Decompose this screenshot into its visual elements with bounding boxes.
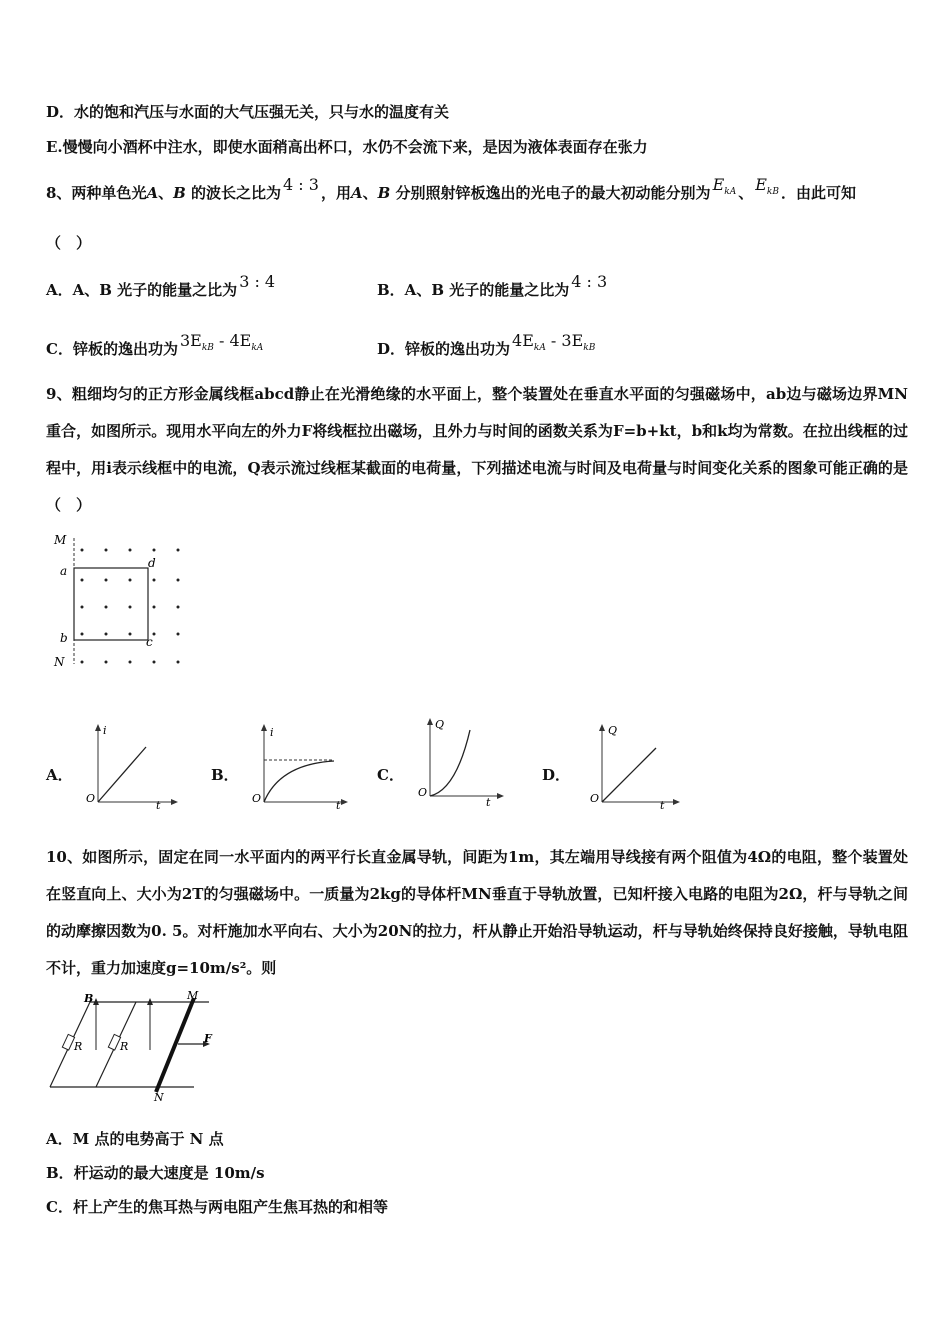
svg-text:t: t: [660, 799, 665, 810]
svg-text:i: i: [270, 726, 274, 739]
q9-option-a-label: A．: [46, 766, 73, 784]
q9-option-c-label: C．: [377, 766, 404, 784]
q8-paren: （ ）: [46, 234, 92, 252]
svg-text:R: R: [120, 1040, 129, 1053]
svg-text:t: t: [156, 799, 161, 810]
field-dots: [81, 549, 180, 664]
q9-graph-c: [416, 716, 506, 808]
label-M: M: [54, 533, 67, 547]
svg-text:B: B: [84, 992, 94, 1005]
resistor-1: [62, 1034, 74, 1050]
svg-text:i: i: [103, 724, 107, 737]
q8-option-d: D．锌板的逸出功为 $4E_{kA} - 3E_{kB}$: [377, 331, 596, 358]
svg-text:O: O: [86, 792, 96, 805]
q8-ekb: $E_{kB}$: [755, 175, 779, 198]
svg-text:Q: Q: [608, 724, 618, 737]
q10-stem: 10、如图所示，固定在同一水平面内的两平行长直金属导轨，间距为1m，其左端用导线接有两个阻值为4Ω的电阻，整个装置处在竖直向上、大小为2T的匀强磁场中。一质量为2kg的导体杆MN垂直于导轨放置，已知杆接入电路的电阻为2Ω，杆与导轨之间的动摩擦因数为0. 5。对杆施加水平向右、大小为20N的拉力，杆从静止开始沿导轨运动，杆与导轨始终保持良好接触，导轨电阻不计，重力加速度g=10m/s²。则: [46, 848, 908, 977]
svg-text:R: R: [74, 1040, 83, 1053]
svg-text:O: O: [252, 792, 262, 805]
q9-option-d-label: D．: [542, 766, 571, 784]
svg-text:Q: Q: [435, 718, 445, 731]
q9-graph-a: [84, 722, 179, 810]
q9-option-b-label: B．: [211, 766, 239, 784]
label-a: a: [60, 564, 68, 578]
square-frame: [74, 568, 148, 640]
q8-option-b: B．A、B 光子的能量之比为 4 : 3: [377, 272, 608, 299]
q8-option-a: A．A、B 光子的能量之比为 3 : 4: [46, 272, 276, 299]
q10-rail-figure: [44, 990, 224, 1102]
svg-text:O: O: [418, 786, 428, 799]
q8-option-c: C．锌板的逸出功为 $3E_{kB} - 4E_{kA}$: [46, 331, 264, 358]
svg-text:O: O: [590, 792, 600, 805]
graph-c-curve: [430, 730, 470, 796]
label-d: d: [148, 556, 156, 570]
label-N: N: [54, 655, 65, 669]
svg-text:t: t: [486, 796, 491, 808]
q10-option-b: B．杆运动的最大速度是 10m/s: [46, 1164, 265, 1182]
resistor-2: [108, 1034, 120, 1050]
q9-graph-d: [588, 722, 683, 810]
q10-option-c: C．杆上产生的焦耳热与两电阻产生焦耳热的和相等: [46, 1198, 388, 1216]
rod-mn: [156, 998, 194, 1092]
svg-text:N: N: [154, 1091, 164, 1102]
q8-ratio: 4 : 3: [283, 175, 319, 194]
svg-text:t: t: [336, 799, 341, 810]
q7-option-d: D．水的饱和汽压与水面的大气压强无关，只与水的温度有关: [46, 103, 450, 121]
q9-graph-b: [250, 722, 350, 810]
q7-option-e: E.慢慢向小酒杯中注水，即使水面稍高出杯口，水仍不会流下来，是因为液体表面存在张力: [46, 138, 648, 156]
label-b: b: [60, 631, 68, 645]
q8-eka: $E_{kA}$: [712, 175, 737, 198]
q10-option-a: A．M 点的电势高于 N 点: [46, 1130, 224, 1148]
q9-frame-figure: [50, 530, 195, 672]
q8-stem: 8、两种单色光A、B 的波长之比为 4 : 3 ，用A、B 分别照射锌板逸出的光电子的最大初动能分别为 $E_{kA}$ 、 $E_{kB}$ ．由此可知: [46, 175, 856, 202]
graph-d-line: [602, 748, 656, 802]
label-c: c: [146, 635, 153, 649]
graph-a-line: [98, 747, 146, 802]
q9-stem: 9、粗细均匀的正方形金属线框abcd静止在光滑绝缘的水平面上，整个装置处在垂直水平面的匀强磁场中，ab边与磁场边界MN重合，如图所示。现用水平向左的外力F将线框拉出磁场，且外力与时间的函数关系为F=b+kt，b和k均为常数。在拉出线框的过程中，用i表示线框中的电流，Q表示流过线框某截面的电荷量，下列描述电流与时间及电荷量与时间变化关系的图象可能正确的是（ ）: [46, 385, 908, 514]
svg-text:M: M: [187, 990, 199, 1002]
svg-text:F: F: [204, 1032, 212, 1045]
graph-b-curve: [264, 761, 334, 802]
